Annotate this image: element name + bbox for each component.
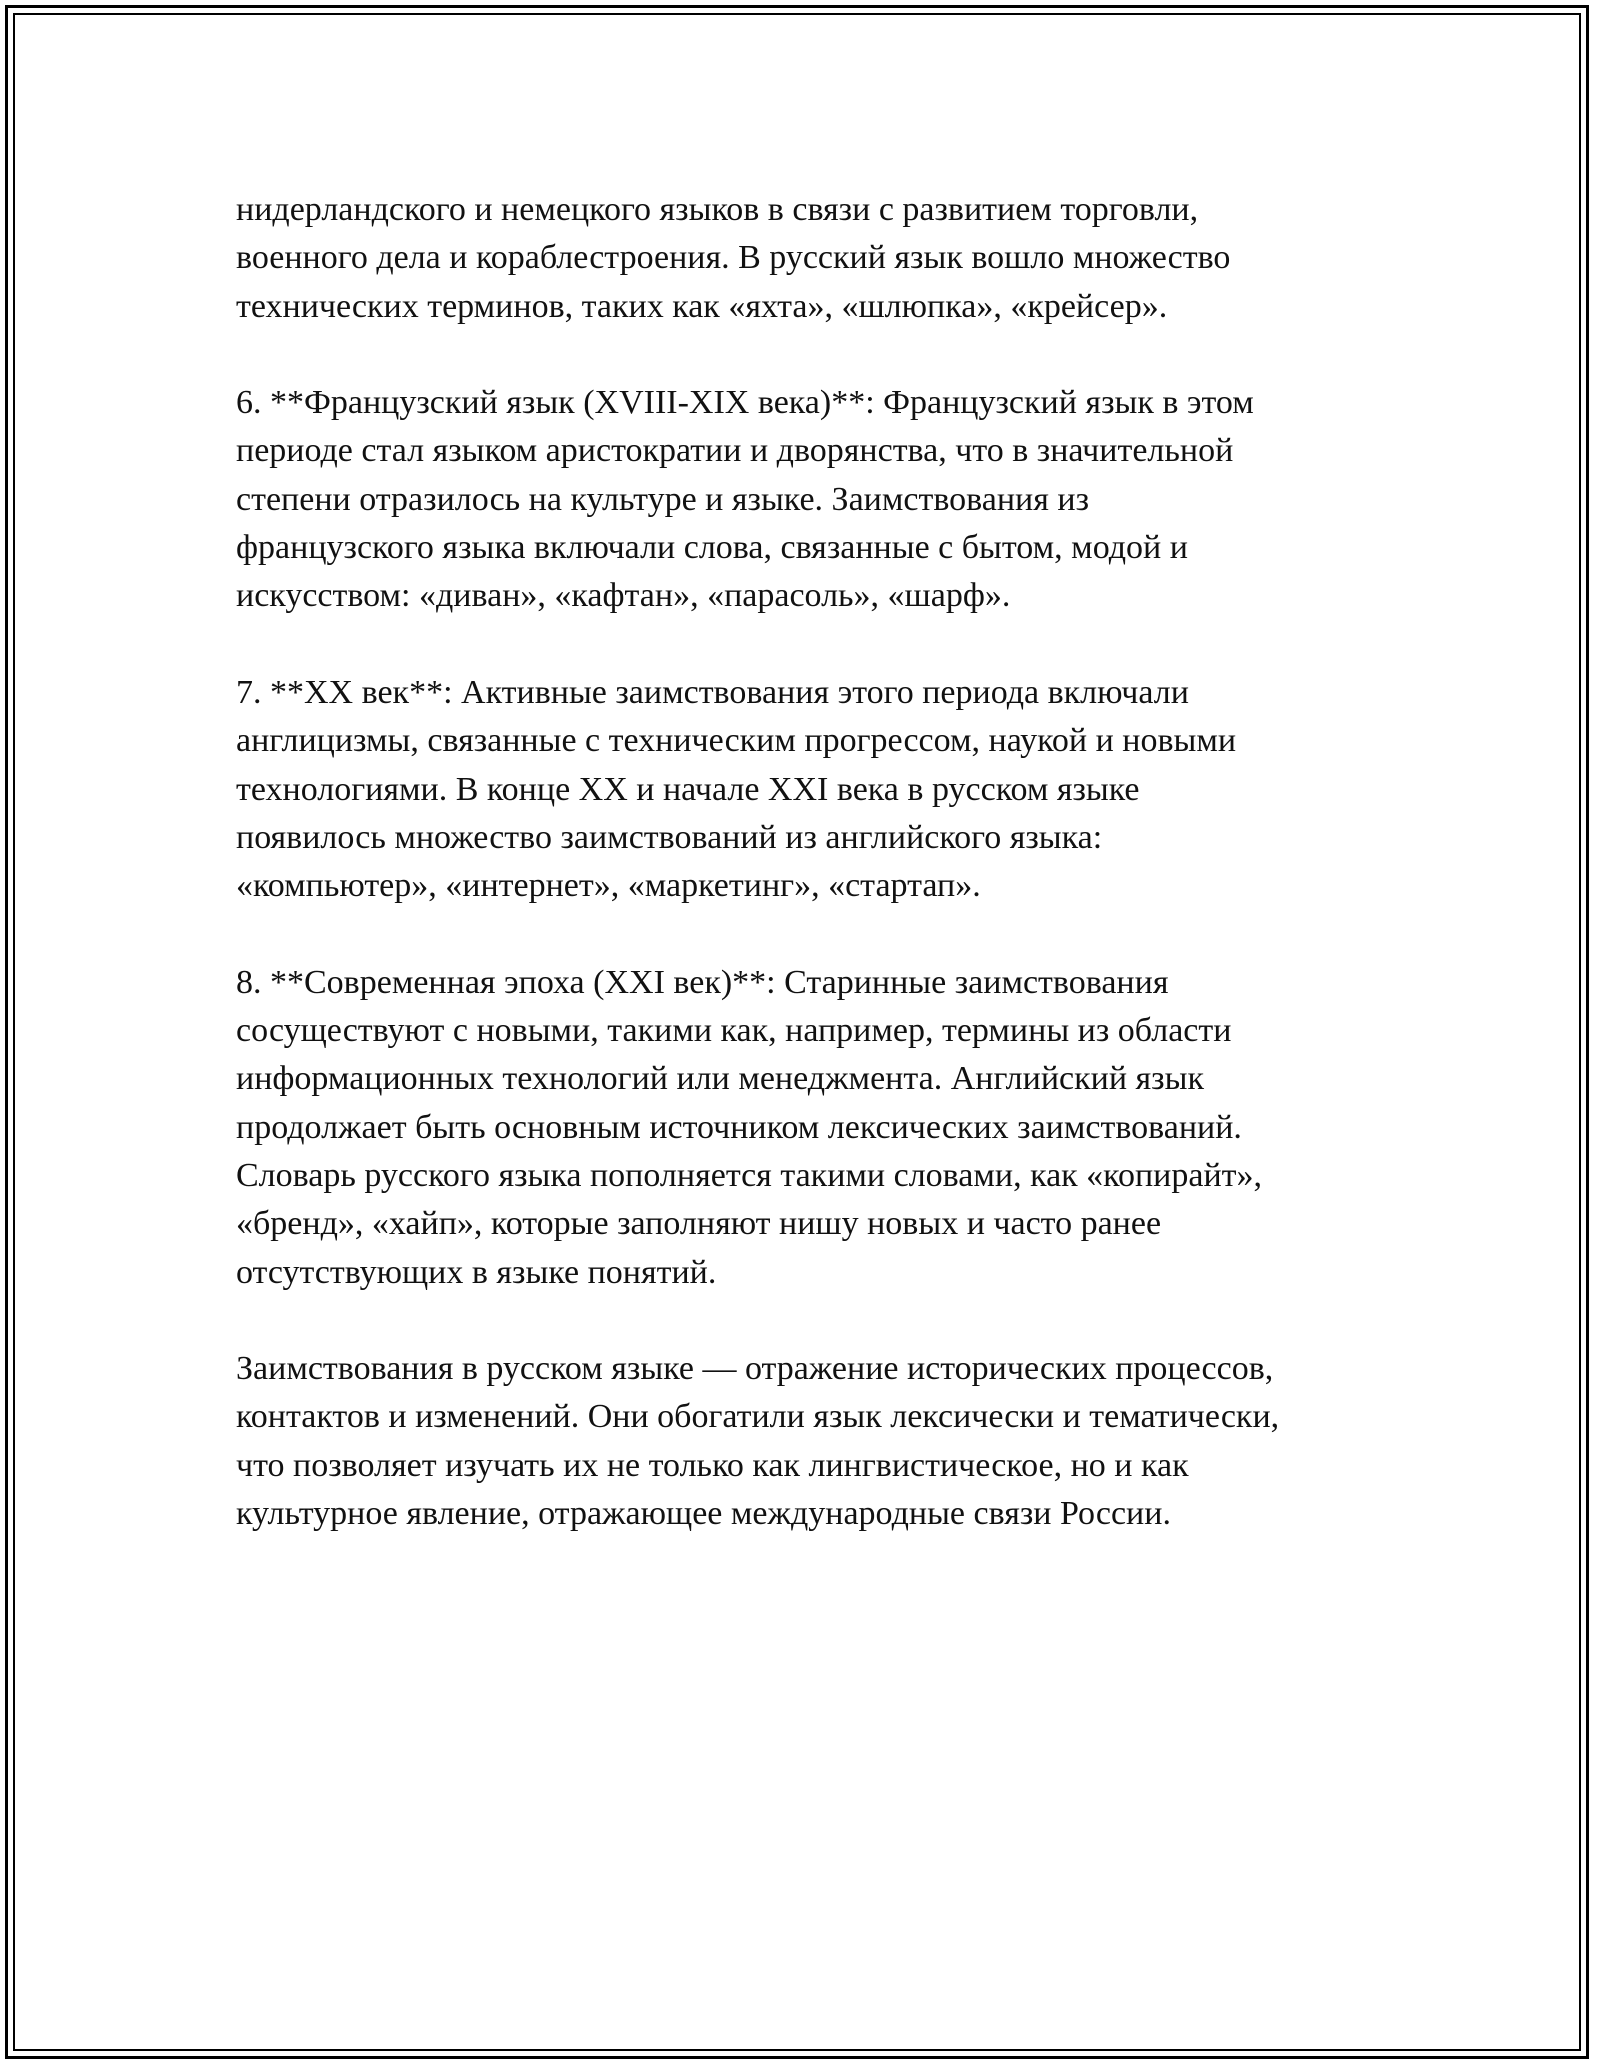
paragraph-continuation: нидерландского и немецкого языков в связи с развитием торговли, военного дела и кораблестроения. В русский язык вошло множество технических терминов, таких как «яхта», «шлюпка», «крейсер».	[236, 191, 1231, 325]
document-body	[236, 186, 1406, 1538]
paragraph-conclusion: Заимствования в русском языке — отражение исторических процессов, контактов и изменений. Они обогатили язык лексически и тематически, что позволяет изучать их не только как лингвистическое, но и как культурное явление, отражающее международные связи России.	[236, 1350, 1280, 1533]
paragraph-modern-era: 8. **Современная эпоха (XXI век)**: Старинные заимствования сосуществуют с новыми, такими как, например, термины из области информационных технологий или менеджмента. Английский язык продолжает быть основным источником лексических заимствований. Словарь русского языка пополняется такими словами, как «копирайт», «бренд», «хайп», которые заполняют нишу новых и часто ранее отсутствующих в языке понятий.	[236, 963, 1263, 1291]
paragraph-french-borrowings: 6. **Французский язык (XVIII-XIX века)**: Французский язык в этом периоде стал языком аристократии и дворянства, что в значительной степени отразилось на культуре и языке. Заимствования из французского языка включали слова, связанные с бытом, модой и искусством: «диван», «кафтан», «парасоль», «шарф».	[236, 384, 1254, 615]
paragraph-20th-century: 7. **XX век**: Активные заимствования этого периода включали англицизмы, связанные с техническим прогрессом, наукой и новыми технологиями. В конце XX и начале XXI века в русском языке появилось множество заимствований из английского языка: «компьютер», «интернет», «маркетинг», «стартап».	[236, 673, 1237, 905]
